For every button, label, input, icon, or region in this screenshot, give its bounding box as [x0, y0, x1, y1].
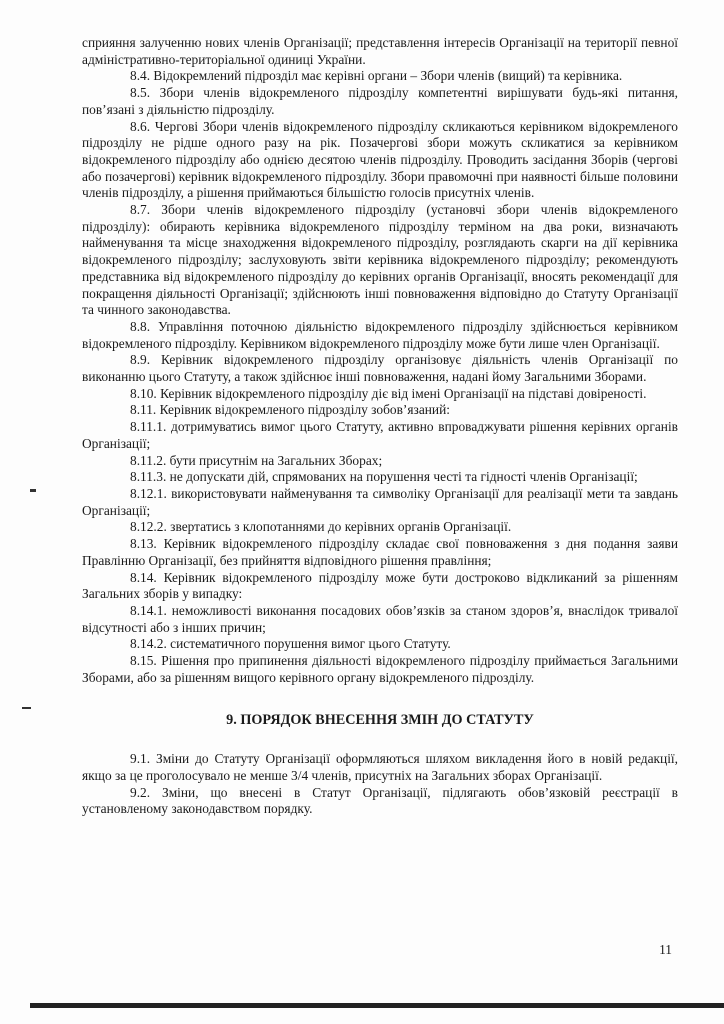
paragraph-8-11-3: 8.11.3. не допускати дій, спрямованих на порушення честі та гідності членів Організації;	[130, 469, 638, 485]
paragraph-8-14-2: 8.14.2. систематичного порушення вимог цього Статуту.	[130, 636, 451, 652]
paragraph-8-7: 8.7. Збори членів відокремленого підрозділу (установчі збори членів відокремленого підрозділу): обирають керівника відокремленого підрозділу терміном на два роки, визначають найменування та місце знаходження відокремленого підрозділу, розглядають скарги на дії керівника відокремленого підрозділу; заслуховують звіти керівника відокремленого підрозділу; рекомендують представника від відокремленого підрозділу до керівних органів Організації, вносять рекомендації для покращення діяльності Організації; здійснюють інші повноваження відповідно до Статуту Організації та чинного законодавства.	[82, 202, 678, 318]
paragraph-8-9: 8.9. Керівник відокремленого підрозділу організовує діяльність членів Організації по виконанню цього Статуту, а також здійснює інші повноваження, надані йому Загальними Зборами.	[82, 352, 678, 385]
paragraph-8-4: 8.4. Відокремлений підрозділ має керівні органи – Збори членів (вищий) та керівника.	[130, 68, 623, 84]
paragraph-8-6: 8.6. Чергові Збори членів відокремленого підрозділу скликаються керівником відокремленого підрозділу не рідше одного разу на рік. Позачергові збори можуть скликатися за керівником відокремленого підрозділу або однією десятою членів підрозділу. Проводить засідання Зборів (чергові або позачергові) керівник відокремленого підрозділу. Збори правомочні при наявності більше половини членів підрозділу, а рішення приймаються більшістю голосів присутніх членів.	[82, 118, 678, 201]
paragraph-9-2: 9.2. Зміни, що внесені в Статут Організації, підлягають обов’язковій реєстрації в установленому законодавством порядку.	[82, 784, 678, 817]
paragraph-8-12-1: 8.12.1. використовувати найменування та символіку Організації для реалізації мети та завдань Організації;	[82, 485, 678, 518]
paragraph-8-14: 8.14. Керівник відокремленого підрозділу може бути достроково відкликаний за рішенням Загальних зборів у випадку:	[82, 569, 678, 602]
paragraph-9-1: 9.1. Зміни до Статуту Організації оформляються шляхом викладення його в новій редакції, якщо за це проголосувало не менше 3/4 членів, присутніх на Загальних зборах Організації.	[82, 751, 678, 783]
scan-edge-bar	[30, 1003, 724, 1008]
paragraph-continuation: сприяння залученню нових членів Організації; представлення інтересів Організації на території певної адміністративно-територіальної одиниці України.	[82, 35, 678, 67]
paragraph-8-10: 8.10. Керівник відокремленого підрозділу діє від імені Організації на підставі довіреності.	[130, 385, 647, 401]
document-page	[82, 35, 678, 818]
paragraph-8-11: 8.11. Керівник відокремленого підрозділу зобов’язаний:	[130, 402, 450, 418]
section-heading: 9. ПОРЯДОК ВНЕСЕННЯ ЗМІН ДО СТАТУТУ	[226, 712, 534, 729]
paragraph-8-13: 8.13. Керівник відокремленого підрозділу складає свої повноваження з дня подання заяви Правлінню Організації, без прийняття відповідного рішення правління;	[82, 536, 678, 568]
paragraph-8-12-2: 8.12.2. звертатись з клопотаннями до керівних органів Організації.	[130, 519, 512, 535]
paragraph-8-5: 8.5. Збори членів відокремленого підрозділу компетентні вирішувати будь-які питання, пов’язані з діяльністю підрозділу.	[82, 85, 678, 117]
paragraph-8-15: 8.15. Рішення про припинення діяльності відокремленого підрозділу приймається Загальними Зборами, або за рішенням вищого керівного органу відокремленого підрозділу.	[82, 653, 678, 685]
paragraph-8-11-2: 8.11.2. бути присутнім на Загальних Зборах;	[130, 452, 383, 468]
scan-speck	[30, 489, 36, 492]
paragraph-8-11-1: 8.11.1. дотримуватись вимог цього Статуту, активно впроваджувати рішення керівних органів Організації;	[82, 419, 678, 451]
scan-speck	[22, 707, 31, 709]
paragraph-8-8: 8.8. Управління поточною діяльністю відокремленого підрозділу здійснюється керівником відокремленого підрозділу. Керівником відокремленого підрозділу може бути лише член Організації.	[82, 318, 678, 351]
page-number: 11	[659, 942, 672, 957]
paragraph-8-14-1: 8.14.1. неможливості виконання посадових обов’язків за станом здоров’я, внаслідок тривалої відсутності або з інших причин;	[82, 602, 678, 635]
